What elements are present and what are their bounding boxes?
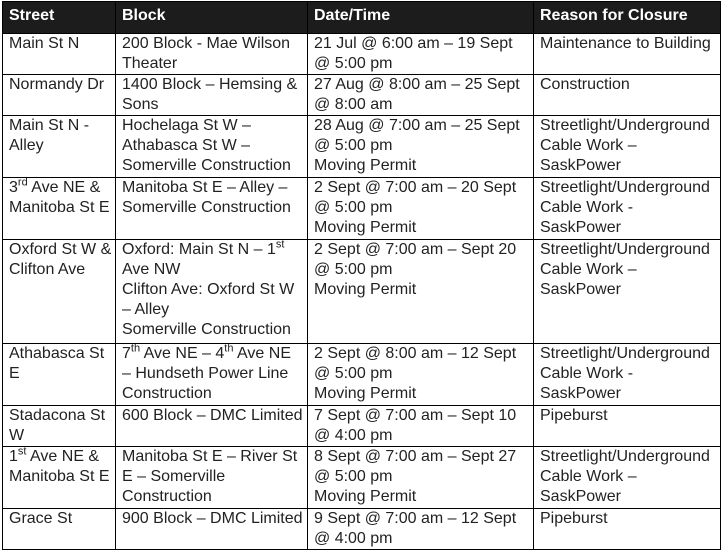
cell-street xyxy=(3,344,116,406)
cell-text: Streetlight/Underground Cable Work - SaskPower xyxy=(540,179,710,236)
cell-date-time xyxy=(308,34,534,75)
cell-text: Main St N - Alley xyxy=(9,117,90,154)
cell-text: Ave NE & Manitoba St E xyxy=(9,448,110,485)
cell-text: Manitoba St E – River St E – Somerville Construction xyxy=(122,448,298,505)
cell-text: Streetlight/Underground Cable Work – SaskPower xyxy=(540,117,710,174)
cell-text: 200 Block - Mae Wilson Theater xyxy=(122,35,291,72)
cell-date-time xyxy=(308,116,534,178)
header-block: Block xyxy=(116,2,308,34)
permit-note: Moving Permit xyxy=(314,281,417,298)
cell-text: 28 Aug @ 7:00 am – 25 Sept @ 5:00 pm xyxy=(314,117,520,154)
table-body xyxy=(3,34,721,550)
cell-block xyxy=(116,116,308,178)
cell-date-time xyxy=(308,240,534,344)
cell-text: Somerville Construction xyxy=(122,321,291,338)
cell-text: Streetlight/Underground Cable Work – SaskPower xyxy=(540,241,710,298)
cell-text: Normandy Dr xyxy=(9,76,105,93)
cell-text: Streetlight/Underground Cable Work – SaskPower xyxy=(540,448,710,505)
header-street: Street xyxy=(3,2,116,34)
cell-text: 7 Sept @ 7:00 am – Sept 10 @ 4:00 pm xyxy=(314,407,517,444)
permit-note: Moving Permit xyxy=(314,488,417,505)
cell-text: Streetlight/Underground Cable Work - SaskPower xyxy=(540,345,710,402)
ordinal-suffix: st xyxy=(275,239,285,251)
permit-note: Moving Permit xyxy=(314,219,417,236)
cell-date-time xyxy=(308,75,534,116)
ordinal-suffix: st xyxy=(17,446,27,458)
table-row xyxy=(3,34,721,75)
cell-date-time xyxy=(308,509,534,550)
cell-text: Maintenance to Building xyxy=(540,35,711,52)
table-row xyxy=(3,178,721,240)
cell-text: Pipeburst xyxy=(540,510,608,527)
cell-text: Clifton Ave: Oxford St W – Alley xyxy=(122,281,295,318)
cell-block xyxy=(116,240,308,344)
cell-reason xyxy=(534,509,721,550)
cell-text: Main St N xyxy=(9,35,80,52)
ordinal-suffix: rd xyxy=(17,177,28,189)
cell-block xyxy=(116,178,308,240)
cell-street xyxy=(3,447,116,509)
cell-reason xyxy=(534,447,721,509)
table-header-row xyxy=(3,2,721,34)
cell-text: 2 Sept @ 8:00 am – 12 Sept @ 5:00 pm xyxy=(314,345,517,382)
cell-reason xyxy=(534,75,721,116)
road-closures-table xyxy=(2,1,721,550)
cell-reason xyxy=(534,344,721,406)
cell-text: Athabasca St E xyxy=(9,345,105,382)
cell-text: Grace St xyxy=(9,510,73,527)
cell-date-time xyxy=(308,406,534,447)
cell-street xyxy=(3,116,116,178)
table-row xyxy=(3,240,721,344)
cell-text: Ave NE – Hundseth Power Line Construction xyxy=(122,345,291,402)
cell-text: 900 Block – DMC Limited xyxy=(122,510,303,527)
cell-text: Oxford St W & Clifton Ave xyxy=(9,241,112,278)
cell-reason xyxy=(534,406,721,447)
cell-text: 21 Jul @ 6:00 am – 19 Sept @ 5:00 pm xyxy=(314,35,513,72)
cell-street xyxy=(3,406,116,447)
cell-block xyxy=(116,406,308,447)
cell-reason xyxy=(534,116,721,178)
cell-text: Oxford: Main St N – 1 xyxy=(122,241,276,258)
cell-block xyxy=(116,75,308,116)
cell-date-time xyxy=(308,178,534,240)
table-row xyxy=(3,75,721,116)
table-row xyxy=(3,509,721,550)
table-row xyxy=(3,406,721,447)
cell-text: Construction xyxy=(540,76,630,93)
cell-text: 1400 Block – Hemsing & Sons xyxy=(122,76,298,113)
cell-text: Ave NE & Manitoba St E xyxy=(9,179,110,216)
cell-text: Ave NW xyxy=(122,261,181,278)
cell-text: 2 Sept @ 7:00 am – 20 Sept @ 5:00 pm xyxy=(314,179,517,216)
cell-text: 1 xyxy=(9,448,18,465)
ordinal-suffix: th xyxy=(130,343,141,355)
cell-date-time xyxy=(308,447,534,509)
header-reason: Reason for Closure xyxy=(534,2,721,34)
cell-block xyxy=(116,344,308,406)
cell-block xyxy=(116,447,308,509)
permit-note: Moving Permit xyxy=(314,385,417,402)
cell-reason xyxy=(534,178,721,240)
cell-text: Ave NE – 4 xyxy=(140,345,225,362)
cell-block xyxy=(116,34,308,75)
cell-reason xyxy=(534,34,721,75)
table-row xyxy=(3,447,721,509)
table-row xyxy=(3,116,721,178)
cell-text: 8 Sept @ 7:00 am – Sept 27 @ 5:00 pm xyxy=(314,448,517,485)
cell-date-time xyxy=(308,344,534,406)
permit-note: Moving Permit xyxy=(314,157,417,174)
cell-block xyxy=(116,509,308,550)
cell-text: 600 Block – DMC Limited xyxy=(122,407,303,424)
cell-street xyxy=(3,34,116,75)
cell-reason xyxy=(534,240,721,344)
cell-text: Stadacona St W xyxy=(9,407,106,444)
cell-text: 27 Aug @ 8:00 am – 25 Sept @ 8:00 am xyxy=(314,76,520,113)
cell-text: Manitoba St E – Alley – Somerville Construction xyxy=(122,179,291,216)
cell-text: 9 Sept @ 7:00 am – 12 Sept @ 4:00 pm xyxy=(314,510,517,547)
header-date-time: Date/Time xyxy=(308,2,534,34)
table-row xyxy=(3,344,721,406)
cell-text: Hochelaga St W – Athabasca St W – Somerville Construction xyxy=(122,117,291,174)
cell-text: Pipeburst xyxy=(540,407,608,424)
cell-text: 2 Sept @ 7:00 am – Sept 20 @ 5:00 pm xyxy=(314,241,517,278)
cell-street xyxy=(3,75,116,116)
cell-street xyxy=(3,240,116,344)
cell-text: 7 xyxy=(122,345,131,362)
cell-text: 3 xyxy=(9,179,18,196)
cell-street xyxy=(3,178,116,240)
ordinal-suffix: th xyxy=(224,343,234,355)
cell-street xyxy=(3,509,116,550)
